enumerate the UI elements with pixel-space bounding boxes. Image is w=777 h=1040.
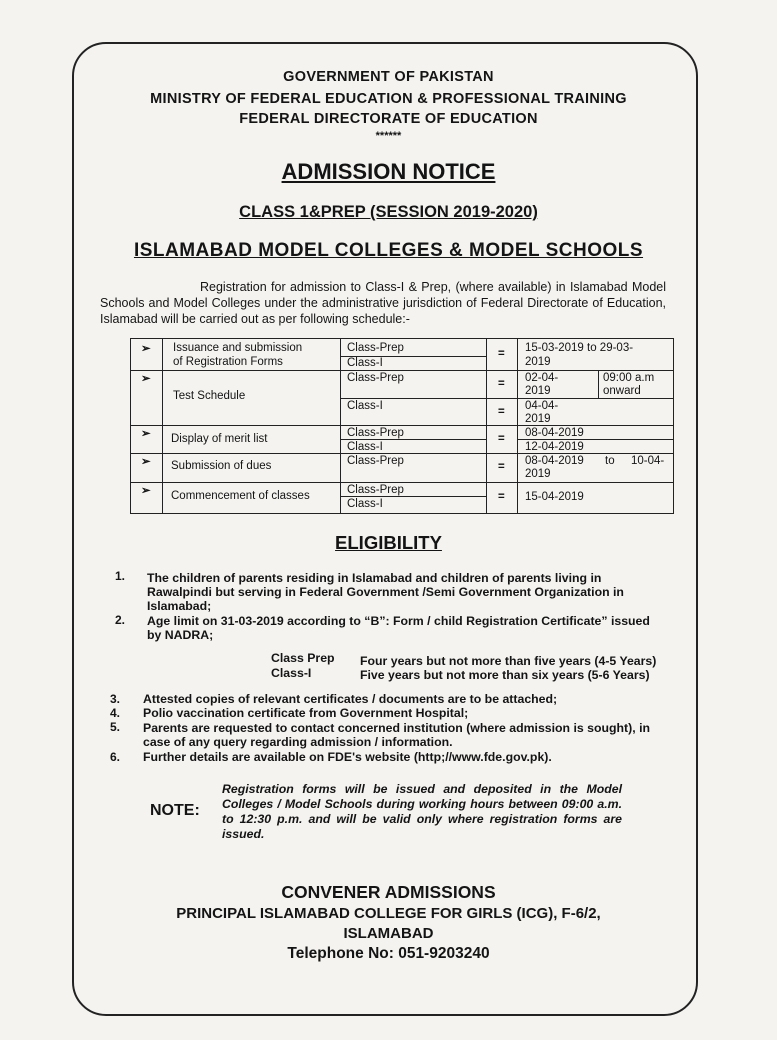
class-label: Class-I [347,357,383,369]
activity-label: Commencement of classes [171,490,310,502]
equals-sign: = [498,461,505,473]
class-label: Class-I [347,400,383,412]
activity-label: Submission of dues [171,460,272,472]
class-label: Class-Prep [347,342,404,354]
notice-subtitle: CLASS 1&PREP (SESSION 2019-2020) [239,203,538,221]
item-number: 2. [115,613,126,627]
header-ministry: MINISTRY OF FEDERAL EDUCATION & PROFESSIONAL TRAINING [150,91,627,107]
footer-city: ISLAMABAD [343,925,434,942]
eligibility-text: by NADRA; [147,628,214,642]
eligibility-text: Attested copies of relevant certificates / documents are to be attached; [143,692,558,706]
date-value: 15-03-2019 to 29-03- [525,342,634,354]
date-value: 08-04-2019 [525,455,584,467]
date-value: 2019 [525,385,551,397]
page-border [72,42,698,1016]
eligibility-text: case of any query regarding admission / information. [143,735,453,749]
time-value: 09:00 a.m [603,372,655,384]
equals-sign: = [498,406,505,418]
age-class: Class-I [271,666,312,680]
institutions-heading: ISLAMABAD MODEL COLLEGES & MODEL SCHOOLS [133,240,644,261]
time-value: onward [603,385,641,397]
class-label: Class-Prep [347,455,404,467]
note-label: NOTE: [150,802,200,819]
eligibility-text: Polio vaccination certificate from Government Hospital; [143,706,469,720]
date-value: 2019 [525,468,551,480]
date-value: 02-04- [525,372,559,384]
item-number: 4. [110,706,121,720]
class-label: Class-I [347,498,383,510]
age-limit: Four years but not more than five years (4-5 Years) [360,654,657,668]
header-directorate: FEDERAL DIRECTORATE OF EDUCATION [239,111,538,127]
intro-paragraph: Registration for admission to Class-I & Prep, (where available) in Islamabad Model Schools and Model Colleges under the administrative jurisdiction of Federal Directorate of Education, Islamabad will be carried out as per following schedule:- [100,280,666,326]
eligibility-text: Age limit on 31-03-2019 according to “B”: Form / child Registration Certificate” issued [147,614,650,628]
date-value: 2019 [525,356,551,368]
bullet-arrow-icon: ➢ [141,373,151,385]
eligibility-heading: ELIGIBILITY [335,532,442,553]
class-label: Class-Prep [347,372,404,384]
bullet-arrow-icon: ➢ [141,456,151,468]
header-government: GOVERNMENT OF PAKISTAN [283,69,494,85]
activity-label: Issuance and submission [173,342,303,354]
age-limit: Five years but not more than six years (5-6 Years) [360,668,650,682]
date-value: 08-04-2019 [525,427,584,439]
eligibility-text: Rawalpindi but serving in Federal Government /Semi Government Organization in [147,585,624,599]
eligibility-text: Parents are requested to contact concerned institution (where admission is sought), in [143,721,650,735]
item-number: 3. [110,692,121,706]
item-number: 5. [110,720,121,734]
date-value: 15-04-2019 [525,491,584,503]
bullet-arrow-icon: ➢ [141,428,151,440]
equals-sign: = [498,433,505,445]
date-to-label: to [605,455,615,467]
equals-sign: = [498,378,505,390]
activity-label: Display of merit list [171,433,268,445]
equals-sign: = [498,491,505,503]
eligibility-text: Further details are available on FDE's website (http;//www.fde.gov.pk). [143,750,552,764]
item-number: 1. [115,569,126,583]
date-value: 12-04-2019 [525,441,584,453]
date-value: 2019 [525,413,551,425]
class-label: Class-Prep [347,427,404,439]
class-label: Class-Prep [347,484,404,496]
header-stars: ****** [375,130,402,142]
notice-title: ADMISSION NOTICE [281,159,496,184]
footer-principal: PRINCIPAL ISLAMABAD COLLEGE FOR GIRLS (ICG), F-6/2, [176,905,601,922]
equals-sign: = [498,348,505,360]
bullet-arrow-icon: ➢ [141,343,151,355]
eligibility-text: Islamabad; [147,599,212,613]
note-text: Registration forms will be issued and deposited in the Model Colleges / Model Schools during working hours between 09:00 a.m. to 12:30 p.m. and will be valid only where registration forms are issued. [222,782,622,841]
footer-convener: CONVENER ADMISSIONS [281,882,496,902]
item-number: 6. [110,750,121,764]
footer-telephone: Telephone No: 051-9203240 [287,945,490,962]
date-value: 10-04- [631,455,665,467]
date-value: 04-04- [525,400,559,412]
activity-label: Test Schedule [173,390,246,402]
class-label: Class-I [347,441,383,453]
eligibility-text: The children of parents residing in Islamabad and children of parents living in [147,571,602,585]
schedule-table [130,338,674,514]
bullet-arrow-icon: ➢ [141,485,151,497]
activity-label: of Registration Forms [173,356,283,368]
age-class: Class Prep [271,651,335,665]
